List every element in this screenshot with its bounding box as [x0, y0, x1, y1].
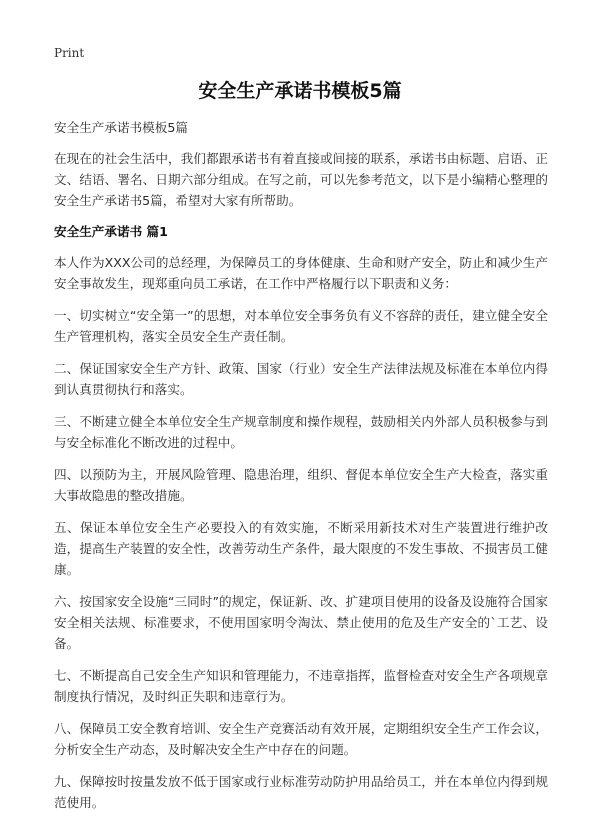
document-title: 安全生产承诺书模板5篇	[198, 80, 402, 102]
paragraph-item-9: 九、保障按时按量发放不低于国家或行业标准劳动防护用品给员工，并在本单位内得到规范使用。	[54, 774, 548, 810]
paragraph-item-6: 六、按国家安全设施“三同时”的规定，保证新、改、扩建项目使用的设备及设施符合国家安全相关法规、标准要求，不使用国家明令淘汰、禁止使用的危及生产安全的`工艺、设备。	[54, 594, 548, 651]
intro-paragraph: 在现在的社会生活中，我们都跟承诺书有着直接或间接的联系，承诺书由标题、启语、正文、结语、署名、日期六部分组成。在写之前，可以先参考范文，以下是小编精心整理的安全生产承诺书5篇，希望对大家有所帮助。	[54, 151, 548, 208]
print-link[interactable]: Print	[54, 46, 85, 60]
paragraph-item-1: 一、切实树立“安全第一”的思想，对本单位安全事务负有义不容辞的责任，建立健全安全生产管理机构，落实全员安全生产责任制。	[54, 308, 548, 344]
section-heading: 安全生产承诺书 篇1	[54, 224, 168, 239]
paragraph-item-4: 四、以预防为主，开展风险管理、隐患治理，组织、督促本单位安全生产大检查，落实重大事故隐患的整改措施。	[54, 467, 548, 503]
paragraph-item-7: 七、不断提高自己安全生产知识和管理能力，不违章指挥，监督检查对安全生产各项规章制度执行情况，及时纠正失职和违章行为。	[54, 668, 548, 704]
document-body	[54, 117, 548, 824]
paragraph-opening: 本人作为XXX公司的总经理，为保障员工的身体健康、生命和财产安全，防止和减少生产安全事故发生，现郑重向员工承诺，在工作中严格履行以下职责和义务：	[54, 255, 548, 291]
document-subtitle: 安全生产承诺书模板5篇	[54, 120, 188, 135]
paragraph-item-8: 八、保障员工安全教育培训、安全生产竞赛活动有效开展，定期组织安全生产工作会议，分析安全生产动态，及时解决安全生产中存在的问题。	[54, 721, 548, 757]
paragraph-item-5: 五、保证本单位安全生产必要投入的有效实施，不断采用新技术对生产装置进行维护改造，提高生产装置的安全性，改善劳动生产条件，最大限度的不发生事故、不损害员工健康。	[54, 520, 548, 577]
paragraph-item-3: 三、不断建立健全本单位安全生产规章制度和操作规程，鼓励相关内外部人员积极参与到与安全标准化不断改进的过程中。	[54, 414, 548, 450]
paragraph-item-2: 二、保证国家安全生产方针、政策、国家（行业）安全生产法律法规及标准在本单位内得到认真贯彻执行和落实。	[54, 361, 548, 397]
